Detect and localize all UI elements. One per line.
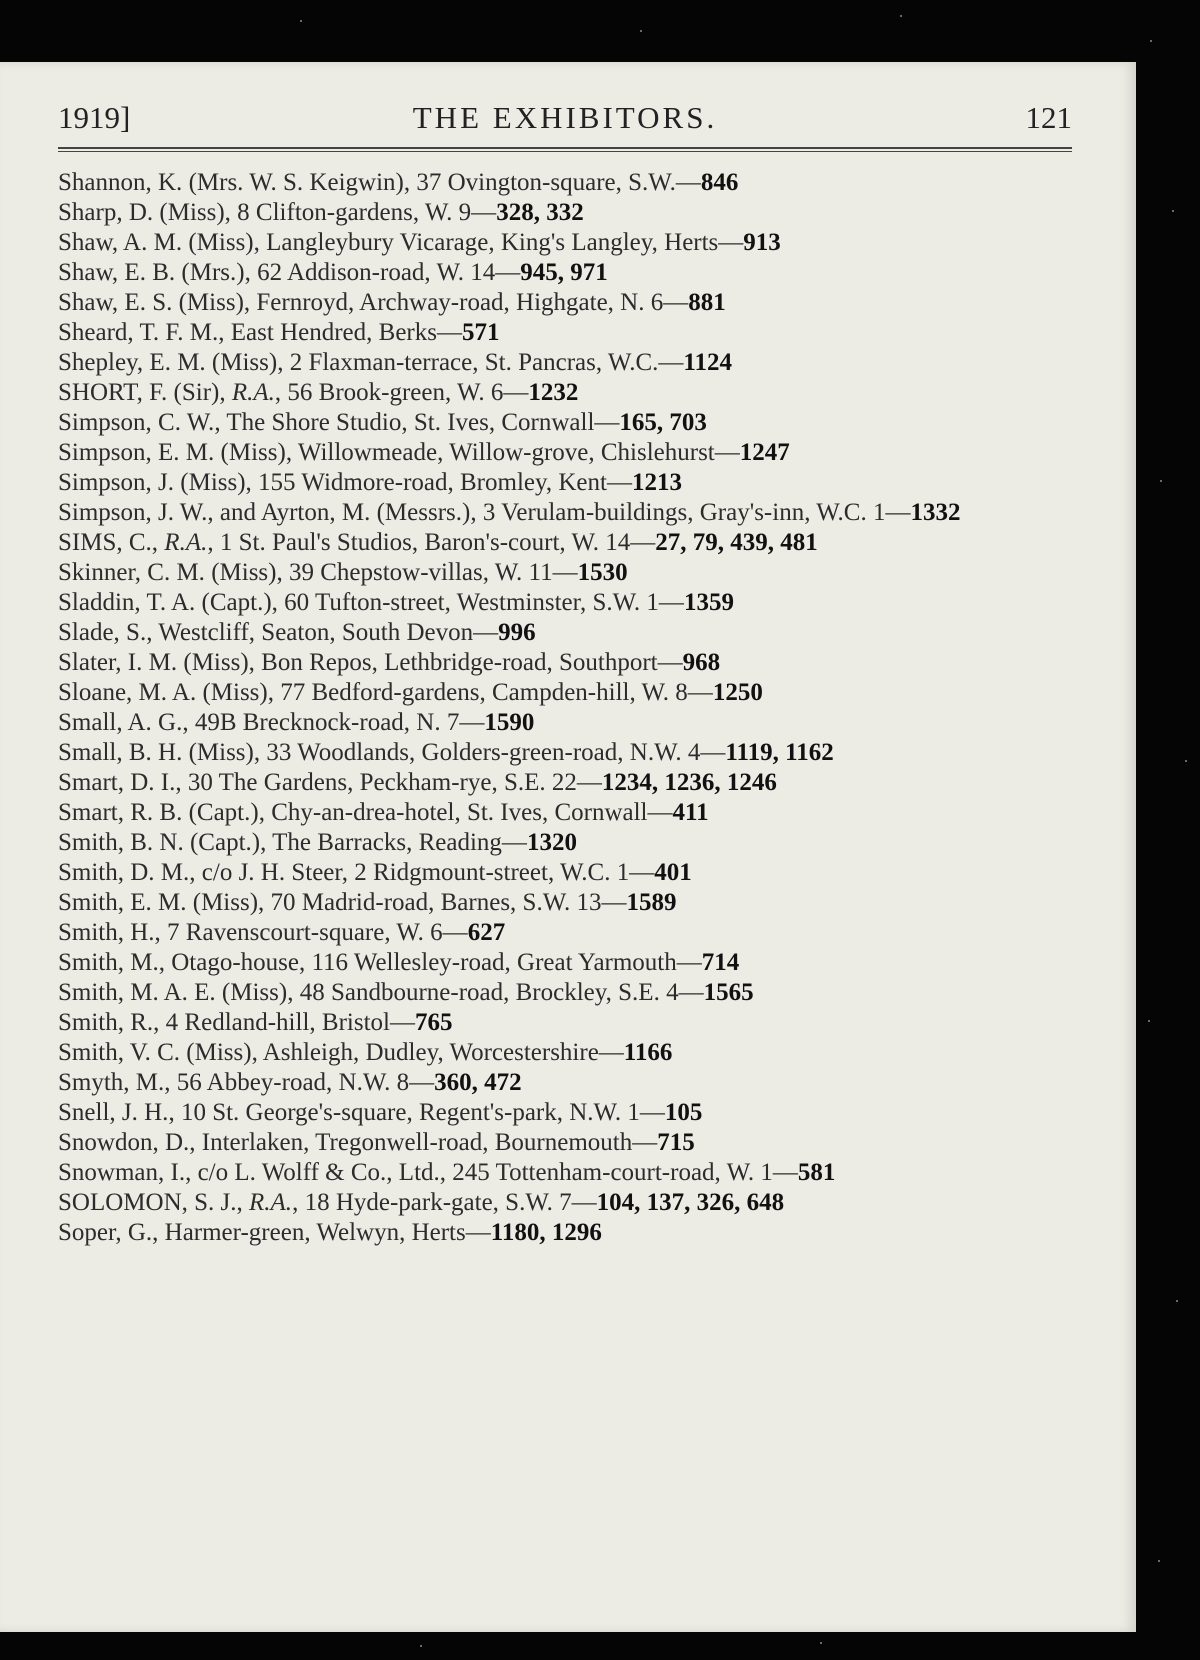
catalogue-numbers: 1320	[526, 829, 577, 856]
catalogue-numbers: 1359	[683, 589, 734, 616]
exhibitor-name: Smyth, M.	[58, 1069, 165, 1096]
catalogue-numbers: 1234, 1236, 1246	[601, 769, 777, 796]
exhibitor-entry	[58, 558, 998, 588]
exhibitor-entry	[58, 1158, 998, 1188]
exhibitor-entry	[58, 1128, 998, 1158]
exhibitor-address: (Miss), 77 Bedford-gardens, Campden-hill, W. 8—	[196, 679, 713, 706]
exhibitor-address: , 49B Brecknock-road, N. 7—	[182, 709, 485, 736]
exhibitor-name: Small, A. G.	[58, 709, 183, 736]
catalogue-numbers: 581	[797, 1159, 836, 1186]
exhibitor-address: , c/o L. Wolff & Co., Ltd., 245 Tottenham-court-road, W. 1—	[185, 1159, 798, 1186]
catalogue-numbers: 411	[672, 799, 709, 826]
exhibitor-entry	[58, 678, 998, 708]
exhibitor-address: (Mrs.), 62 Addison-road, W. 14—	[175, 259, 521, 286]
exhibitor-entry	[58, 768, 998, 798]
catalogue-numbers: 1119, 1162	[725, 739, 834, 766]
catalogue-numbers: 571	[461, 319, 500, 346]
catalogue-numbers: 627	[467, 919, 506, 946]
exhibitor-address: , 7 Ravenscourt-square, W. 6—	[154, 919, 468, 946]
exhibitor-name: Shannon, K.	[58, 169, 183, 196]
ra-title: R.A.	[164, 529, 208, 556]
exhibitor-entry	[58, 708, 998, 738]
catalogue-numbers: 1232	[528, 379, 579, 406]
header-rule-thin	[58, 151, 1072, 152]
catalogue-numbers: 968	[682, 649, 721, 676]
catalogue-numbers: 105	[664, 1099, 703, 1126]
exhibitor-name: Shaw, A. M.	[58, 229, 183, 256]
exhibitor-entry	[58, 258, 998, 288]
catalogue-numbers: 360, 472	[434, 1069, 522, 1096]
exhibitor-name: Sheard, T. F. M.	[58, 319, 219, 346]
catalogue-numbers: 715	[657, 1129, 695, 1156]
exhibitor-entry	[58, 918, 998, 948]
catalogue-numbers: 165, 703	[619, 409, 707, 436]
page-number: 121	[1025, 100, 1072, 135]
exhibitor-name: Smart, R. B.	[58, 799, 183, 826]
exhibitor-name: Shepley, E. M.	[58, 349, 206, 376]
catalogue-numbers: 104, 137, 326, 648	[596, 1189, 785, 1216]
exhibitor-address: , c/o J. H. Steer, 2 Ridgmount-street, W.C. 1—	[189, 859, 655, 886]
exhibitor-address: , 4 Redland-hill, Bristol—	[153, 1009, 415, 1036]
exhibitor-address: , 56 Abbey-road, N.W. 8—	[164, 1069, 435, 1096]
exhibitor-entry	[58, 348, 998, 378]
exhibitor-entry	[58, 378, 998, 408]
exhibitor-entry	[58, 528, 998, 558]
exhibitor-address: , The Shore Studio, St. Ives, Cornwall—	[214, 409, 620, 436]
exhibitor-entry	[58, 228, 998, 258]
exhibitor-entry	[58, 858, 998, 888]
exhibitor-address: , 56 Brook-green, W. 6—	[274, 379, 529, 406]
catalogue-numbers: 1180, 1296	[490, 1219, 602, 1246]
exhibitor-address: (Mrs. W. S. Keigwin), 37 Ovington-square, S.W.—	[182, 169, 701, 196]
exhibitor-name: Simpson, J.	[58, 469, 175, 496]
header-title: THE EXHIBITORS.	[412, 100, 718, 135]
exhibitor-address: , East Hendred, Berks—	[218, 319, 462, 346]
exhibitor-name: Smith, E. M.	[58, 889, 187, 916]
exhibitor-address: (Miss), Ashleigh, Dudley, Worcestershire—	[180, 1039, 624, 1066]
header-rule	[58, 147, 1072, 149]
exhibitor-entry	[58, 468, 998, 498]
exhibitor-entry	[58, 588, 998, 618]
exhibitor-name: Smith, M. A. E.	[58, 979, 216, 1006]
exhibitor-entry	[58, 1038, 998, 1068]
exhibitor-name: Sloane, M. A.	[58, 679, 197, 706]
exhibitor-entry	[58, 798, 998, 828]
exhibitor-name: Snowman, I.	[58, 1159, 186, 1186]
exhibitor-entry	[58, 948, 998, 978]
exhibitor-name: Simpson, E. M.	[58, 439, 215, 466]
catalogue-numbers: 1247	[739, 439, 790, 466]
exhibitor-entry	[58, 1098, 998, 1128]
exhibitor-name: Sharp, D.	[58, 199, 154, 226]
exhibitor-entry	[58, 1008, 998, 1038]
exhibitor-address: , 1 St. Paul's Studios, Baron's-court, W. 14—	[207, 529, 656, 556]
exhibitor-address: (Miss), Willowmeade, Willow-grove, Chislehurst—	[214, 439, 740, 466]
exhibitor-name: Skinner, C. M.	[58, 559, 205, 586]
catalogue-numbers: 1166	[623, 1039, 673, 1066]
catalogue-numbers: 27, 79, 439, 481	[655, 529, 818, 556]
exhibitor-address: (Miss), 48 Sandbourne-road, Brockley, S.E. 4—	[215, 979, 704, 1006]
exhibitor-entry	[58, 1188, 998, 1218]
exhibitor-name: SHORT, F.	[58, 379, 168, 406]
exhibitor-name: Snowdon, D.	[58, 1129, 190, 1156]
catalogue-numbers: 714	[701, 949, 740, 976]
exhibitor-name: SIMS, C.	[58, 529, 152, 556]
catalogue-numbers: 1124	[683, 349, 732, 376]
exhibitor-address: , 10 St. George's-square, Regent's-park, N.W. 1—	[168, 1099, 665, 1126]
page-header	[58, 100, 1072, 150]
exhibitor-name: Small, B. H.	[58, 739, 183, 766]
exhibitor-address: (Miss), Langleybury Vicarage, King's Langley, Herts—	[182, 229, 744, 256]
exhibitor-name: Slater, I. M.	[58, 649, 178, 676]
exhibitor-name: SOLOMON, S. J.	[58, 1189, 237, 1216]
catalogue-numbers: 1589	[626, 889, 677, 916]
exhibitor-entry	[58, 318, 998, 348]
exhibitor-address: , 30 The Gardens, Peckham-rye, S.E. 22—	[175, 769, 602, 796]
exhibitor-entry	[58, 168, 998, 198]
header-year: 1919]	[58, 100, 131, 135]
exhibitor-entry	[58, 888, 998, 918]
catalogue-numbers: 913	[743, 229, 781, 256]
exhibitor-address: (Capt.), Chy-an-drea-hotel, St. Ives, Cornwall—	[182, 799, 673, 826]
exhibitor-address: , Westcliff, Seaton, South Devon—	[146, 619, 499, 646]
exhibitor-name: Smith, V. C.	[58, 1039, 181, 1066]
catalogue-numbers: 765	[414, 1009, 453, 1036]
exhibitor-name: Shaw, E. S.	[58, 289, 173, 316]
catalogue-numbers: 881	[688, 289, 726, 316]
exhibitor-address: (Miss), Bon Repos, Lethbridge-road, Southport—	[177, 649, 683, 676]
exhibitor-entry	[58, 438, 998, 468]
exhibitor-name: Smith, M.	[58, 949, 159, 976]
exhibitor-entry	[58, 498, 998, 528]
exhibitor-address: (Miss), 39 Chepstow-villas, W. 11—	[204, 559, 578, 586]
exhibitor-name: Smith, R.	[58, 1009, 154, 1036]
exhibitor-name: Sladdin, T. A.	[58, 589, 196, 616]
exhibitor-address: , 18 Hyde-park-gate, S.W. 7—	[292, 1189, 597, 1216]
exhibitor-address: (Miss), 155 Widmore-road, Bromley, Kent—	[174, 469, 632, 496]
exhibitor-address: (Miss), 33 Woodlands, Golders-green-road, N.W. 4—	[182, 739, 726, 766]
exhibitor-address: (Miss), 8 Clifton-gardens, W. 9—	[153, 199, 497, 226]
exhibitor-name: Shaw, E. B.	[58, 259, 176, 286]
exhibitor-entry	[58, 198, 998, 228]
exhibitor-name: Smith, D. M.	[58, 859, 190, 886]
exhibitor-entry	[58, 828, 998, 858]
catalogue-numbers: 1590	[484, 709, 535, 736]
exhibitor-address: (Capt.), 60 Tufton-street, Westminster, S.W. 1—	[195, 589, 684, 616]
exhibitor-entry	[58, 978, 998, 1008]
exhibitor-list	[58, 168, 998, 1248]
catalogue-numbers: 1250	[712, 679, 763, 706]
catalogue-numbers: 1530	[577, 559, 628, 586]
exhibitor-entry	[58, 1068, 998, 1098]
exhibitor-name: Smart, D. I.	[58, 769, 176, 796]
ra-title: R.A.	[231, 379, 275, 406]
exhibitor-name: Smith, B. N.	[58, 829, 184, 856]
exhibitor-entry	[58, 1218, 998, 1248]
exhibitor-name: Soper, G.	[58, 1219, 153, 1246]
catalogue-numbers: 945, 971	[520, 259, 608, 286]
ra-title: R.A.	[249, 1189, 293, 1216]
exhibitor-address: , Harmer-green, Welwyn, Herts—	[152, 1219, 491, 1246]
exhibitor-address: (Capt.), The Barracks, Reading—	[183, 829, 527, 856]
exhibitor-address: ,	[151, 529, 165, 556]
exhibitor-address: (Messrs.), 3 Verulam-buildings, Gray's-inn, W.C. 1—	[370, 499, 911, 526]
exhibitor-name: Slade, S.	[58, 619, 147, 646]
exhibitor-entry	[58, 408, 998, 438]
catalogue-numbers: 401	[654, 859, 692, 886]
catalogue-numbers: 1565	[703, 979, 754, 1006]
exhibitor-name: Simpson, J. W., and Ayrton, M.	[58, 499, 371, 526]
catalogue-numbers: 1332	[910, 499, 961, 526]
exhibitor-entry	[58, 288, 998, 318]
exhibitor-address: , Interlaken, Tregonwell-road, Bournemouth—	[189, 1129, 658, 1156]
exhibitor-name: Snell, J. H.	[58, 1099, 169, 1126]
catalogue-numbers: 846	[700, 169, 739, 196]
catalogue-numbers: 328, 332	[496, 199, 584, 226]
catalogue-numbers: 996	[498, 619, 536, 646]
exhibitor-address: (Miss), 2 Flaxman-terrace, St. Pancras, W.C.—	[205, 349, 684, 376]
catalogue-numbers: 1213	[631, 469, 682, 496]
exhibitor-address: (Sir),	[167, 379, 232, 406]
exhibitor-entry	[58, 738, 998, 768]
exhibitor-address: (Miss), 70 Madrid-road, Barnes, S.W. 13—	[186, 889, 627, 916]
exhibitor-address: (Miss), Fernroyd, Archway-road, Highgate, N. 6—	[172, 289, 689, 316]
exhibitor-address: , Otago-house, 116 Wellesley-road, Great Yarmouth—	[158, 949, 702, 976]
exhibitor-name: Simpson, C. W.	[58, 409, 215, 436]
exhibitor-entry	[58, 618, 998, 648]
exhibitor-entry	[58, 648, 998, 678]
exhibitor-name: Smith, H.	[58, 919, 155, 946]
exhibitor-address: ,	[236, 1189, 250, 1216]
